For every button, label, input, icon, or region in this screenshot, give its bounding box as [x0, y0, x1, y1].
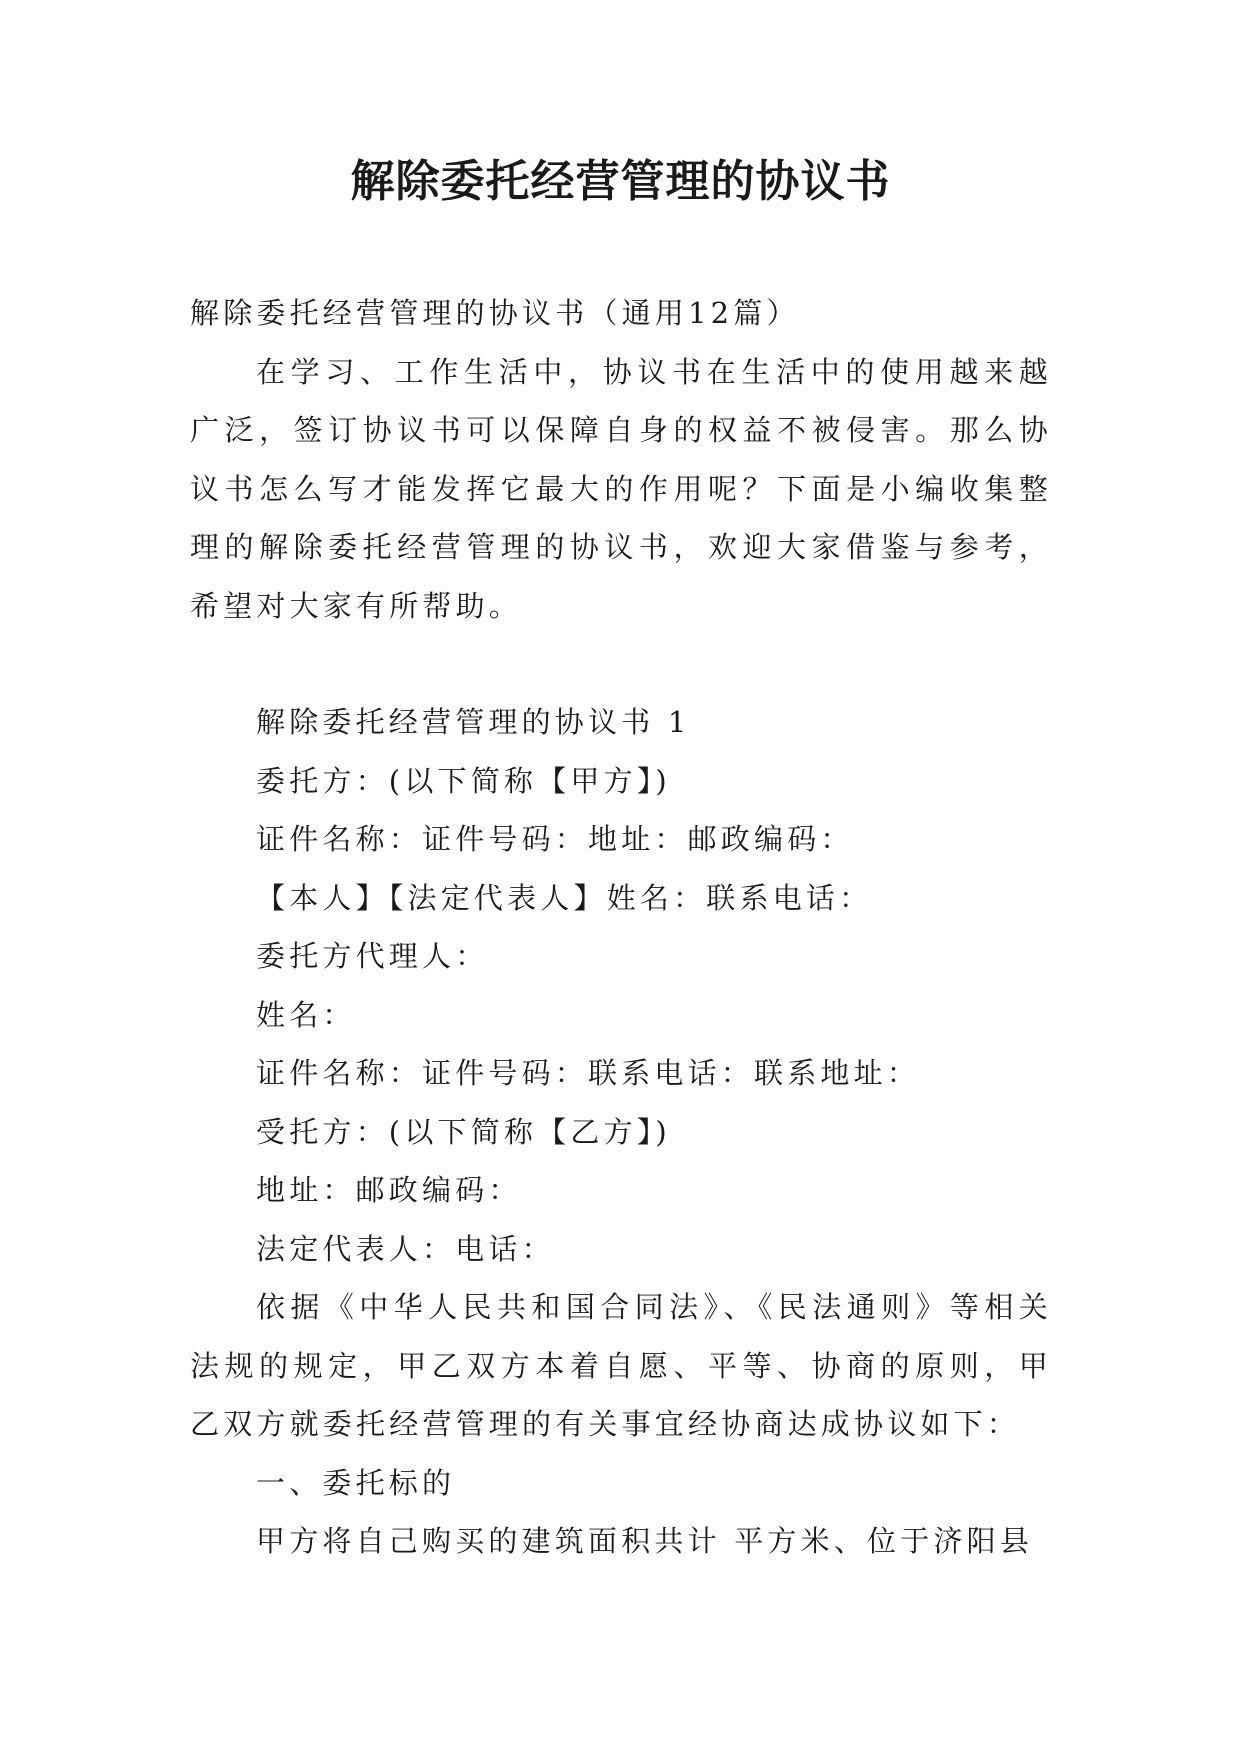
- clause-1-text: 甲方将自己购买的建筑面积共计 平方米、位于济阳县: [256, 1524, 1034, 1558]
- client-representative-line: 【本人】【法定代表人】姓名：联系电话：: [256, 880, 873, 915]
- trustee-representative-line: 法定代表人：电话：: [256, 1231, 555, 1266]
- client-agent-line: 委托方代理人：: [256, 939, 489, 973]
- document-body: [190, 284, 1052, 1571]
- trustee-line: 受托方：(以下简称【乙方】): [256, 1114, 671, 1149]
- subtitle-paragraph: 解除委托经营管理的协议书（通用12篇）: [190, 296, 800, 330]
- trustee-address-line: 地址：邮政编码：: [256, 1173, 522, 1207]
- client-id-line: 证件名称：证件号码：地址：邮政编码：: [256, 822, 854, 856]
- agent-name-line: 姓名：: [256, 997, 356, 1032]
- legal-basis-paragraph: 依据《中华人民共和国合同法》、《民法通则》等相关法规的规定，甲乙双方本着自愿、平等、协商的原则，甲乙双方就委托经营管理的有关事宜经协商达成协议如下：: [190, 1290, 1052, 1441]
- section-heading: 解除委托经营管理的协议书 1: [256, 705, 691, 739]
- intro-paragraph: 在学习、工作生活中，协议书在生活中的使用越来越广泛，签订协议书可以保障自身的权益不被侵害。那么协议书怎么写才能发挥它最大的作用呢？下面是小编收集整理的解除委托经营管理的协议书，欢迎大家借鉴与参考，希望对大家有所帮助。: [190, 354, 1052, 623]
- clause-heading-1: 一、委托标的: [256, 1465, 456, 1500]
- agent-id-line: 证件名称：证件号码：联系电话：联系地址：: [256, 1056, 921, 1090]
- document-title: 解除委托经营管理的协议书: [350, 156, 891, 207]
- client-line: 委托方：(以下简称【甲方】): [256, 763, 671, 798]
